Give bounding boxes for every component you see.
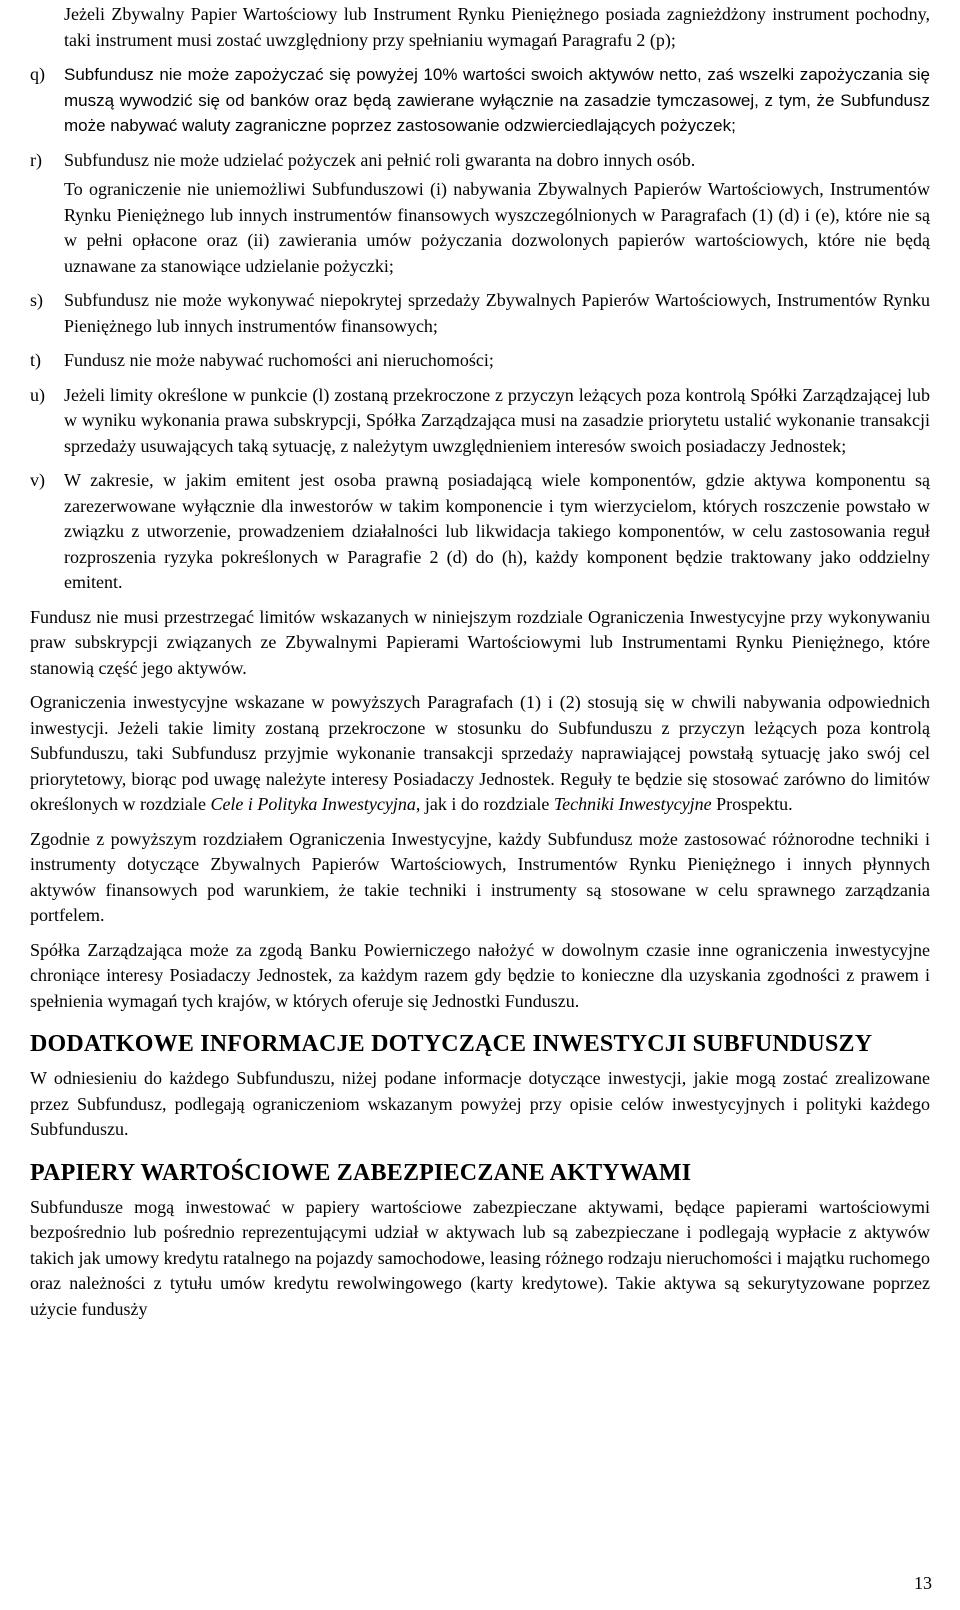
paragraph-text: , jak i do rozdziale xyxy=(415,794,554,814)
list-text: Fundusz nie może nabywać ruchomości ani nieruchomości; xyxy=(64,350,494,370)
paragraph-subscription-rights: Fundusz nie musi przestrzegać limitów wskazanych w niniejszym rozdziale Ograniczenia Inwestycyjne przy wykonywaniu praw subskrypcji związanych ze Zbywalnymi Papierami Wartościowymi lub Instrumentami Rynku Pieniężnego, które stanowią część jego aktywów. xyxy=(30,606,930,678)
list-text: Subfundusz nie może wykonywać niepokrytej sprzedaży Zbywalnych Papierów Wartościowych, Instrumentów Rynku Pieniężnego lub innych instrumentów finansowych; xyxy=(64,290,930,336)
paragraph-additional-restrictions: Spółka Zarządzająca może za zgodą Banku Powierniczego nałożyć w dowolnym czasie inne ograniczenia inwestycyjne chroniące interesy Posiadaczy Jednostek, za każdym razem gdy będzie to konieczne dla uzyskania zgodności z prawem i spełnienia wymagań tych krajów, w których oferuje się Jednostki Funduszu. xyxy=(30,939,930,1011)
list-label: s) xyxy=(30,290,43,310)
section-text-additional-info: W odniesieniu do każdego Subfunduszu, niżej podane informacje dotyczące inwestycji, jakie mogą zostać zrealizowane przez Subfundusz, podlegają ograniczeniom wskazanym powyżej przy opisie celów inwestycyjnych i polityki każdego Subfunduszu. xyxy=(30,1068,930,1139)
list-text: W zakresie, w jakim emitent jest osoba prawną posiadającą wiele komponentów, gdzie aktywa komponentu są zarezerwowane wyłącznie dla inwestorów w takim komponencie i tym wierzycielom, których roszczenie powstało w związku z utworzenie, prowadzeniem działalności lub likwidacja takiego komponentów, w celu zastosowania reguł rozproszenia ryzyka pokreślonych w Paragrafie 2 (d) do (h), każdy komponent będzie traktowany jako oddzielny emitent. xyxy=(64,470,930,592)
reference-techniques: Techniki Inwestycyjne xyxy=(553,794,712,814)
list-item-v xyxy=(30,468,930,596)
list-item-q xyxy=(30,62,930,139)
list-item-s xyxy=(30,288,930,339)
paragraph-techniques: Zgodnie z powyższym rozdziałem Ograniczenia Inwestycyjne, każdy Subfundusz może zastosować różnorodne techniki i instrumenty dotyczące Zbywalnych Papierów Wartościowych, Instrumentów Rynku Pieniężnego i innych płynnych aktywów finansowych pod warunkiem, że takie techniki i instrumenty są stosowane w celu sprawnego zarządzania portfelem. xyxy=(30,828,930,925)
paragraph-text: Ograniczenia inwestycyjne wskazane w powyższych Paragrafach (1) i (2) stosują się w chwili nabywania odpowiednich inwestycji. Jeżeli takie limity zostaną przekroczone w stosunku do Subfunduszu z przyczyn leżących poza kontrolą Subfunduszu, taki Subfundusz przyjmie wykonanie transakcji sprzedaży naprawiającej powstałą sytuację jako swój cel priorytetowy, biorąc pod uwagę należyte interesy Posiadaczy Jednostek. Reguły te będzie się stosować zarówno do limitów określonych w rozdziale xyxy=(30,692,930,814)
reference-objectives: Cele i Polityka Inwestycyjna xyxy=(210,794,416,814)
list-text: Jeżeli limity określone w punkcie (l) zostaną przekroczone z przyczyn leżących poza kontrolą Spółki Zarządzającej lub w wyniku wykonania prawa subskrypcji, Spółka Zarządzająca musi na zasadzie priorytetu ustalić wykonanie transakcji sprzedaży usuwających taką sytuację, z należytym uwzględnieniem interesów swoich posiadaczy Jednostek; xyxy=(64,384,930,456)
list-text: Subfundusz nie może zapożyczać się powyżej 10% wartości swoich aktywów netto, zaś wszelki zapożyczania się muszą wywodzić się od banków oraz będą zawierane wyłącznie na zasadzie tymczasowej, z tym, że Subfundusz może nabywać waluty zagraniczne poprzez zastosowanie odzwierciedlających pożyczek; xyxy=(64,65,930,135)
list-label: q) xyxy=(30,64,45,84)
list-item-r xyxy=(30,148,930,174)
list-item-u xyxy=(30,383,930,460)
list-label: v) xyxy=(30,470,45,490)
list-item-t xyxy=(30,348,930,374)
page-number: 13 xyxy=(914,1573,932,1593)
list-label: t) xyxy=(30,350,41,370)
list-label: r) xyxy=(30,149,42,170)
document-page xyxy=(30,0,930,1322)
list-text: Subfundusz nie może udzielać pożyczek ani pełnić roli gwaranta na dobro innych osób. xyxy=(64,149,696,170)
list-label: u) xyxy=(30,384,45,405)
list-item-r-subtext: To ograniczenie nie uniemożliwi Subfunduszowi (i) nabywania Zbywalnych Papierów Wartościowych, Instrumentów Rynku Pieniężnego lub innych instrumentów finansowych wyszczególnionych w Paragrafach (1) (d) i (e), które nie są w pełni opłacone oraz (ii) zawierania umów pożyczania dozwolonych papierów wartościowych, które nie będą uznawane za stanowiące udzielanie pożyczki; xyxy=(64,179,930,276)
section-heading-abs: PAPIERY WARTOŚCIOWE ZABEZPIECZANE AKTYWAMI xyxy=(30,1159,692,1186)
paragraph-text: Prospektu. xyxy=(711,794,793,814)
paragraph-limits-breach xyxy=(30,690,930,818)
section-text-abs: Subfundusze mogą inwestować w papiery wartościowe zabezpieczane aktywami, będące papierami wartościowymi bezpośrednio lub pośrednio reprezentującymi udział w aktywach lub są zabezpieczane i podlegają wypłacie z aktywów takich jak umowy kredytu ratalnego na pojazdy samochodowe, leasing różnego rodzaju nieruchomości i majątku ruchomego oraz należności z tytułu umów kredytu rewolwingowego (karty kredytowe). Takie aktywa są sekurytyzowane poprzez użycie fundusży xyxy=(30,1196,930,1319)
section-heading-additional-info: DODATKOWE INFORMACJE DOTYCZĄCE INWESTYCJI SUBFUNDUSZY xyxy=(30,1031,873,1057)
intro-continuation: Jeżeli Zbywalny Papier Wartościowy lub Instrument Rynku Pieniężnego posiada zagnieżdżony instrument pochodny, taki instrument musi zostać uwzględniony przy spełnianiu wymagań Paragrafu 2 (p); xyxy=(64,4,930,50)
